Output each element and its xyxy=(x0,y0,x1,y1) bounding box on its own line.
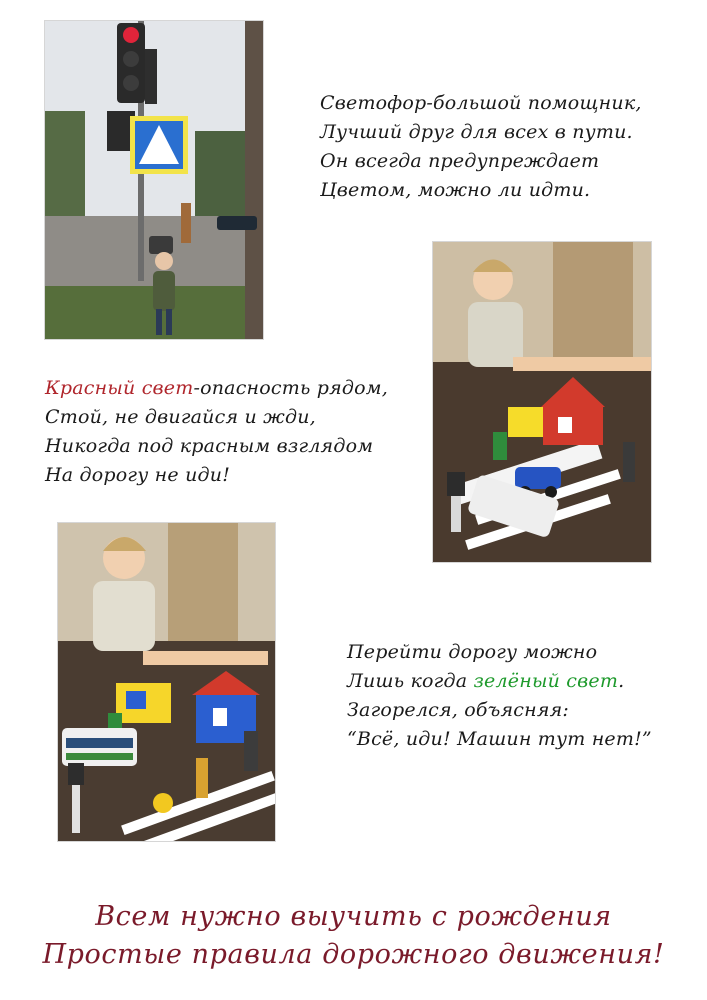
footer-line-2: Простые правила дорожного движения! xyxy=(42,939,665,970)
green-light-highlight: зелёный свет xyxy=(473,670,619,692)
poem-line xyxy=(45,374,388,403)
poem-line-end: . xyxy=(618,670,625,692)
poem-line: Стой, не двигайся и жди, xyxy=(45,406,316,428)
poem-line: “Всё, иди! Машин тут нет!” xyxy=(347,728,652,750)
poem-line: Загорелся, объясняя: xyxy=(347,699,570,721)
poem-stanza-2 xyxy=(45,374,388,490)
poem-line xyxy=(347,667,652,696)
red-light-highlight: Красный свет xyxy=(45,377,194,399)
toy-houses-image xyxy=(58,523,275,841)
toy-road-image xyxy=(433,242,651,562)
poem-line: На дорогу не иди! xyxy=(45,464,231,486)
street-scene-image xyxy=(45,21,263,339)
poem-line-rest: -опасность рядом, xyxy=(193,377,388,399)
poem-line: Перейти дорогу можно xyxy=(347,641,598,663)
toy-road-set-photo-1 xyxy=(432,241,652,563)
poem-line: Никогда под красным взглядом xyxy=(45,435,374,457)
poem-line: Цветом, можно ли идти. xyxy=(320,179,591,201)
traffic-light-street-photo xyxy=(44,20,264,340)
footer-line-1: Всем нужно выучить с рождения xyxy=(95,901,612,932)
poem-line: Светофор-большой помощник, xyxy=(320,92,642,114)
poem-stanza-3 xyxy=(347,638,652,754)
poem-line-start: Лишь когда xyxy=(347,670,474,692)
toy-road-set-photo-2 xyxy=(57,522,276,842)
poem-line: Лучший друг для всех в пути. xyxy=(320,121,633,143)
poem-line: Он всегда предупреждает xyxy=(320,150,600,172)
poem-stanza-1 xyxy=(320,89,642,205)
footer-motto xyxy=(0,898,707,974)
